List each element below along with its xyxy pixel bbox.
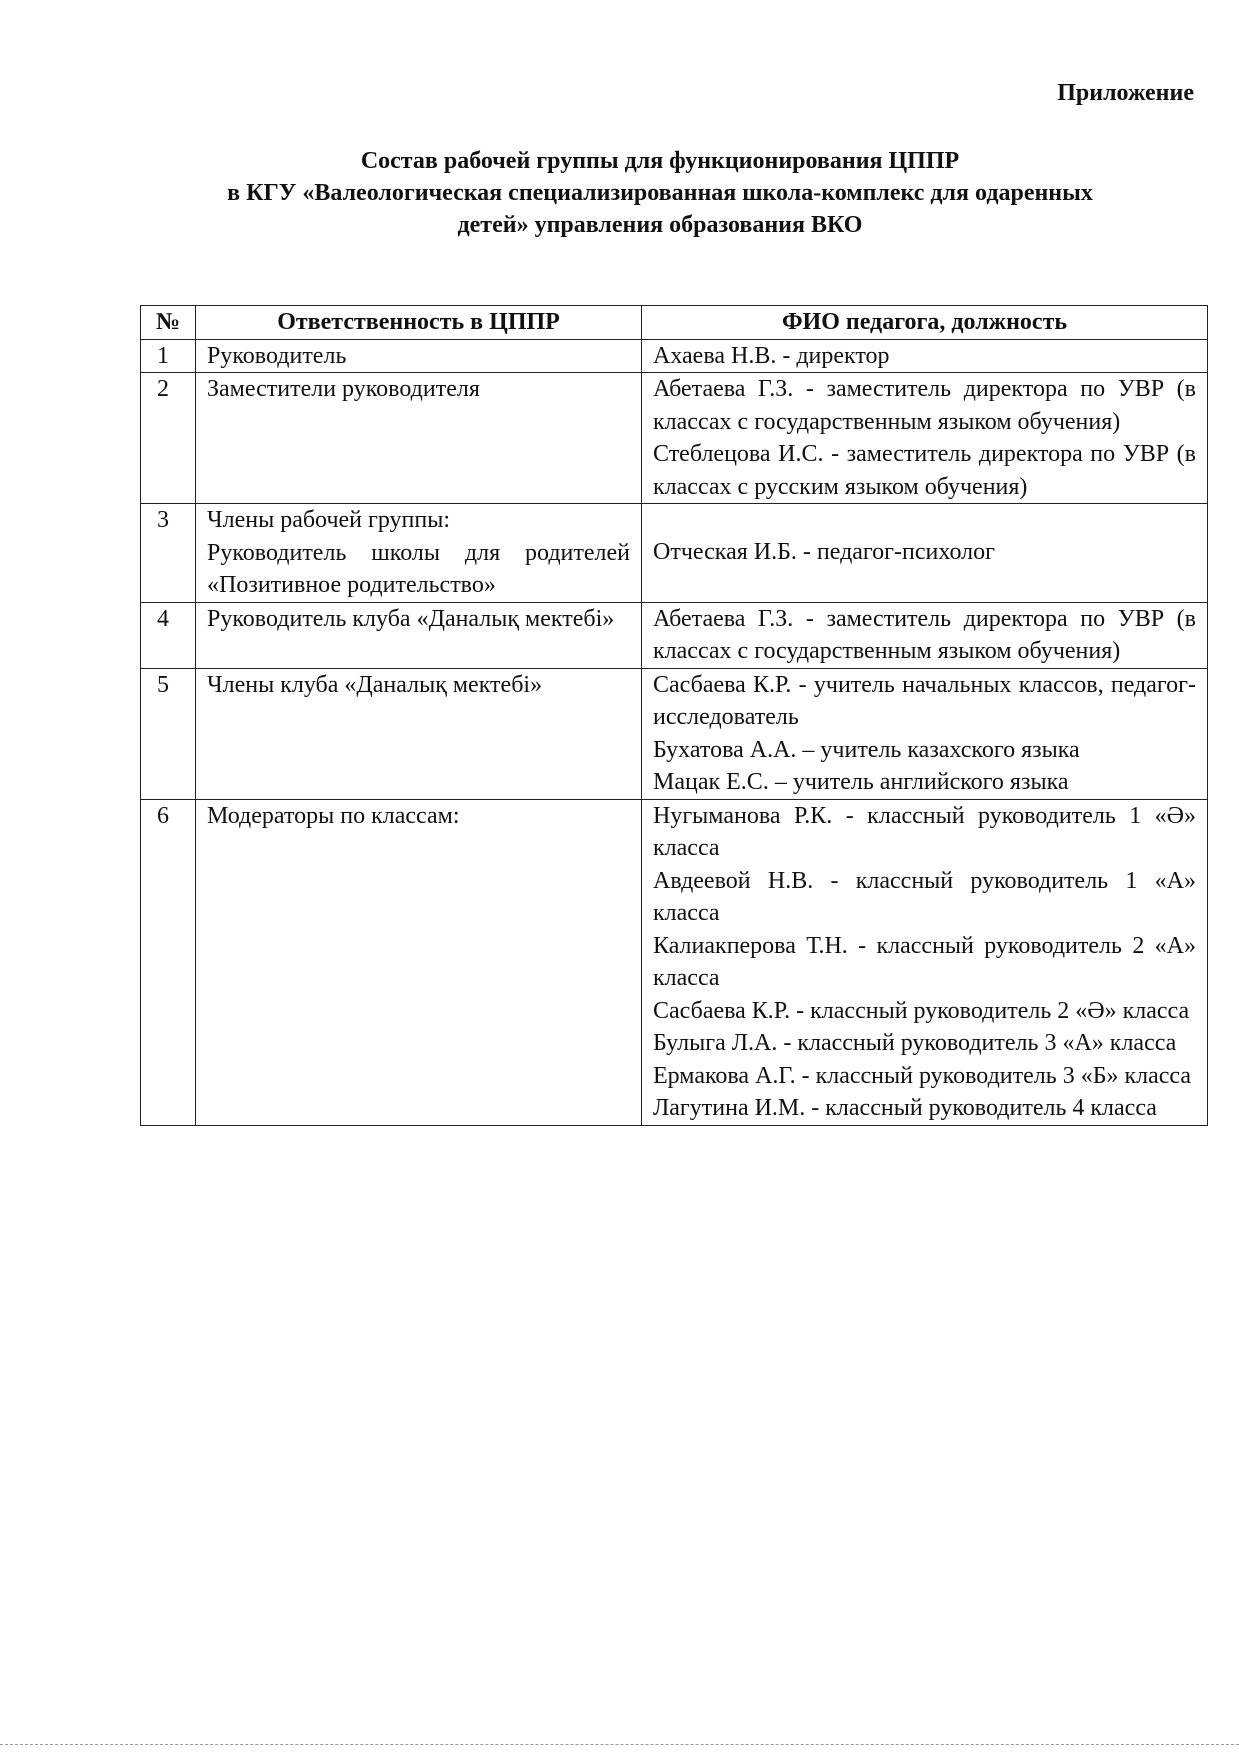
row-person: Отческая И.Б. - педагог-психолог [642, 504, 1208, 603]
row-person: Лагутина И.М. - классный руководитель 4 класса [653, 1095, 1157, 1121]
row-person: Калиакперова Т.Н. - классный руководитель 2 «А» класса [653, 932, 1196, 991]
scan-edge-divider [0, 1744, 1239, 1746]
column-header-person: ФИО педагога, должность [642, 306, 1208, 340]
title-line: Состав рабочей группы для функционирования ЦППР [360, 148, 960, 174]
row-responsibility-text: Руководитель школы для родителей «Позитивное родительство» [207, 539, 630, 598]
row-responsibility: Члены клуба «Даналық мектебі» [196, 668, 642, 799]
row-number: 5 [141, 668, 196, 799]
row-people [642, 668, 1208, 799]
row-person: Авдеевой Н.В. - классный руководитель 1 «А» класса [653, 867, 1196, 926]
row-person: Сасбаева К.Р. - учитель начальных классов, педагог-исследователь [653, 671, 1196, 730]
row-person: Абетаева Г.З. - заместитель директора по УВР (в классах с государственным языком обучения) [653, 376, 1196, 435]
row-responsibility: Руководитель клуба «Даналық мектебі» [196, 602, 642, 668]
column-header-number: № [141, 306, 196, 340]
row-person: Ахаева Н.В. - директор [642, 339, 1208, 373]
row-person: Мацак Е.С. – учитель английского языка [653, 769, 1069, 795]
row-responsibility: Руководитель [196, 339, 642, 373]
row-people [642, 799, 1208, 1125]
title-line: в КГУ «Валеологическая специализированная школа-комплекс для одаренных [227, 180, 1093, 206]
row-responsibility: Модераторы по классам: [196, 799, 642, 1125]
annex-label: Приложение [1057, 80, 1194, 106]
column-header-responsibility: Ответственность в ЦППР [196, 306, 642, 340]
table-row [141, 504, 1208, 603]
row-person: Нугыманова Р.К. - классный руководитель 1 «Ә» класса [653, 802, 1196, 861]
row-person: Ермакова А.Г. - классный руководитель 3 «Б» класса [653, 1062, 1192, 1089]
table-header-row [141, 306, 1208, 340]
row-person: Бухатова А.А. – учитель казахского языка [653, 736, 1080, 763]
row-number: 4 [141, 602, 196, 668]
row-responsibility-title: Члены рабочей группы: [207, 507, 451, 533]
table-row [141, 602, 1208, 668]
table-row [141, 799, 1208, 1125]
table-row [141, 339, 1208, 373]
row-responsibility [196, 504, 642, 603]
row-person: Стеблецова И.С. - заместитель директора по УВР (в классах с русским языком обучения) [653, 441, 1196, 500]
work-group-table [140, 305, 1208, 1126]
row-number: 3 [141, 504, 196, 603]
row-number: 1 [141, 339, 196, 373]
row-number: 2 [141, 373, 196, 504]
document-title [140, 145, 1180, 241]
table-row [141, 373, 1208, 504]
row-number: 6 [141, 799, 196, 1125]
row-person: Сасбаева К.Р. - классный руководитель 2 «Ә» класса [653, 997, 1190, 1024]
row-responsibility: Заместители руководителя [196, 373, 642, 504]
row-people [642, 373, 1208, 504]
row-person: Абетаева Г.З. - заместитель директора по УВР (в классах с государственным языком обучения) [642, 602, 1208, 668]
row-person: Булыга Л.А. - классный руководитель 3 «А» класса [653, 1030, 1177, 1056]
table-row [141, 668, 1208, 799]
title-line: детей» управления образования ВКО [457, 212, 863, 238]
